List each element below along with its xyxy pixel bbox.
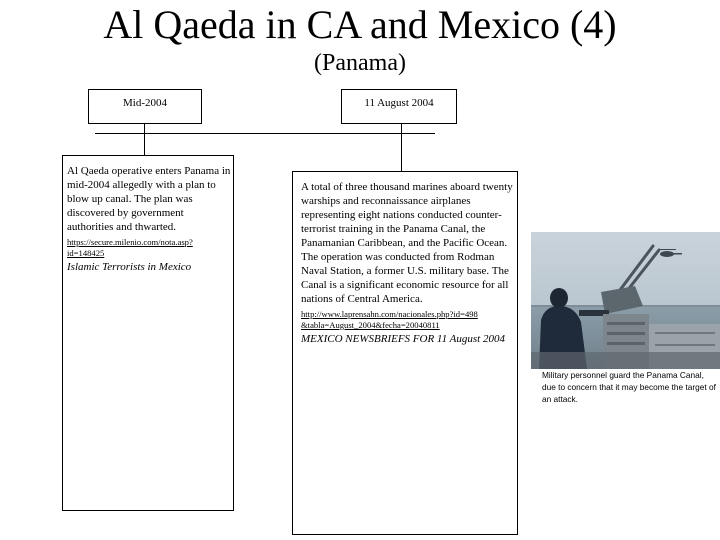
source-title: MEXICO NEWSBRIEFS FOR 11 August 2004 xyxy=(301,333,505,345)
source-link-line1: https://secure.milenio.com/nota.asp? xyxy=(67,237,193,247)
slide-subtitle: (Panama) xyxy=(314,50,406,76)
connector-1-bottom xyxy=(144,133,145,155)
canal-guard-photo xyxy=(531,232,720,369)
event-text: A total of three thousand marines aboard twenty warships and reconnaissance airplanes representing eight nations conducted counter-terrorist training in the Panama Canal, the Panamanian Caribbean, and the Pacific Ocean. The operation was conducted from Rodman Naval Station, a former U.S. military base. The Canal is a significant economic resource for all nations of Central America. xyxy=(301,181,513,305)
photo-caption: Military personnel guard the Panama Canal, due to concern that it may become the target of an attack. xyxy=(542,370,716,404)
source-title: Islamic Terrorists in Mexico xyxy=(67,261,192,273)
event-box-11-august-2004 xyxy=(292,171,518,535)
event-text: Al Qaeda operative enters Panama in mid-2004 allegedly with a plan to blow up canal. The plan was discovered by government authorities and thwarted. xyxy=(67,165,231,233)
canal-guard-photo-art xyxy=(531,232,720,369)
source-link-line2: &tabla=August_2004&fecha=20040811 xyxy=(301,320,440,330)
date-label: Mid-2004 xyxy=(123,97,167,109)
connector-1-top xyxy=(144,124,145,133)
event-box-mid-2004 xyxy=(62,155,234,511)
date-box-11-august-2004 xyxy=(341,89,457,124)
slide-title: Al Qaeda in CA and Mexico (4) xyxy=(103,2,617,47)
timeline-axis xyxy=(95,133,435,134)
source-link-line2: id=148425 xyxy=(67,248,105,258)
connector-2-top xyxy=(401,124,402,133)
source-link-line1: http://www.laprensahn.com/nacionales.php?id=498 xyxy=(301,309,478,319)
date-label: 11 August 2004 xyxy=(364,97,434,109)
source-link[interactable] xyxy=(301,309,515,331)
connector-2-bottom xyxy=(401,133,402,171)
source-link[interactable] xyxy=(67,237,231,259)
date-box-mid-2004 xyxy=(88,89,202,124)
